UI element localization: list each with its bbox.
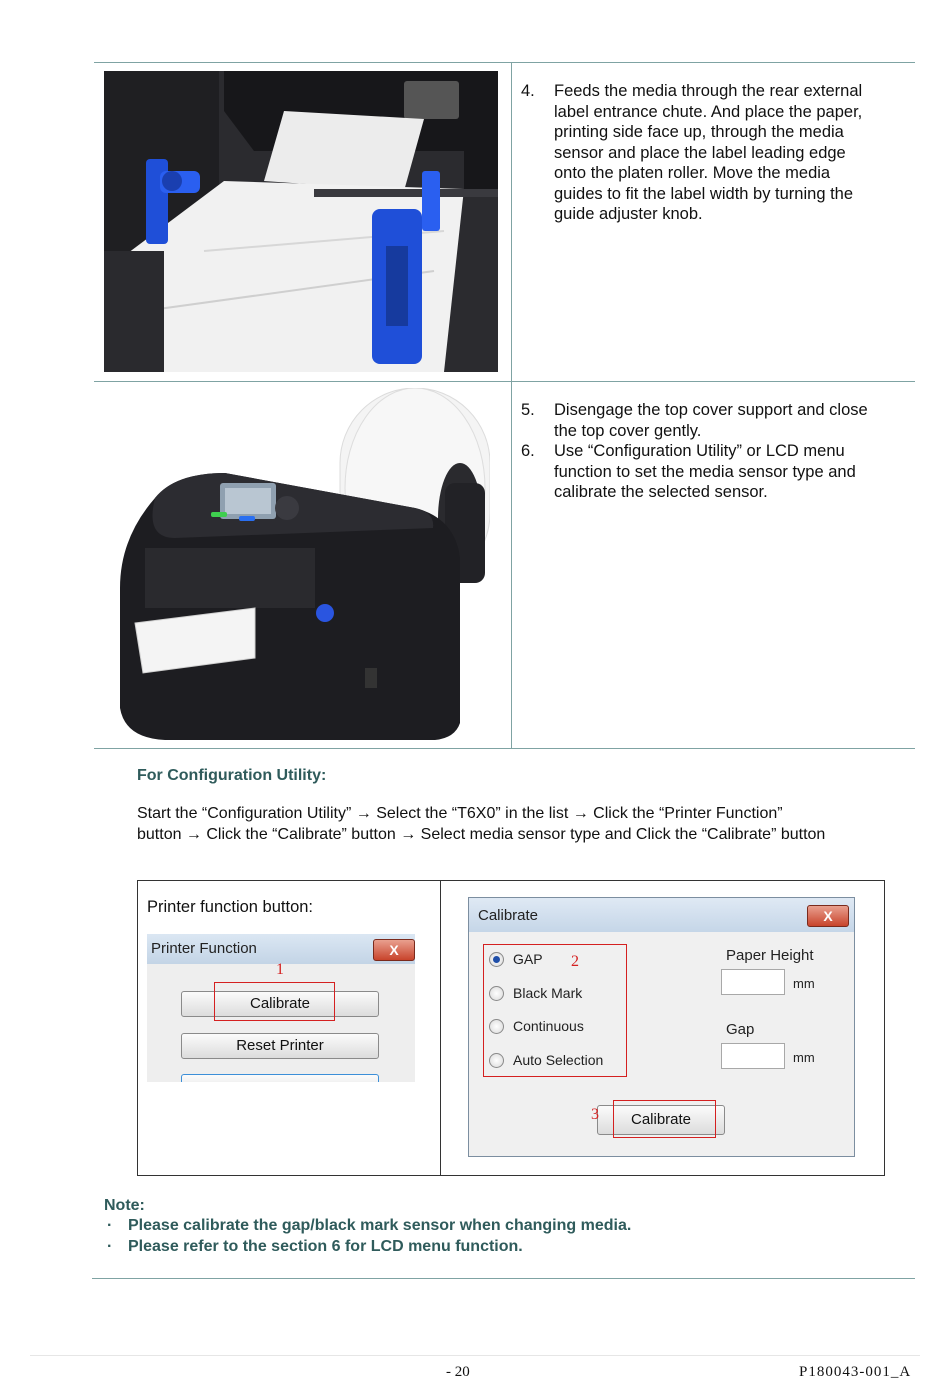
paper-height-label: Paper Height [726,947,814,964]
note-text: Please refer to the section 6 for LCD menu function. [128,1238,523,1255]
marker-2: 2 [571,953,579,970]
closed-printer-illustration [115,388,490,743]
black-mark-label: Black Mark [513,985,583,1001]
note-item [107,1217,632,1235]
step-line: sensor and place the label leading edge [554,143,846,162]
closed-printer-photo [115,388,490,743]
step-line: label entrance chute. And place the paper, [554,102,863,121]
reset-printer-button[interactable]: Reset Printer [181,1033,379,1059]
step-line: onto the platen roller. Move the media [554,164,831,182]
gap-size-label: Gap [726,1021,755,1038]
calibrate-title: Calibrate [478,907,539,924]
marker-3: 3 [591,1106,599,1123]
screenshot-box-divider [440,880,441,1175]
step-number: 5. [521,401,535,419]
step-5 [521,400,906,442]
highlight-sensor-options [483,944,627,1077]
marker-1: 1 [276,961,284,978]
gap-size-input[interactable] [721,1043,785,1069]
gap-size-unit: mm [793,1050,815,1065]
media-loading-photo [104,71,498,372]
gap-label: GAP [513,951,543,967]
step-line: function to set the media sensor type and [554,462,856,481]
step-line: Disengage the top cover support and close [554,401,868,419]
step-line: guides to fit the label width by turning the [554,184,854,203]
step-line: calibrate the selected sensor. [554,483,768,501]
step-text [554,81,862,225]
table-column-divider [511,62,512,749]
calibrate-button[interactable]: Calibrate [181,991,379,1017]
note-item [107,1238,523,1256]
step-text [554,441,856,503]
config-instructions [137,803,927,845]
step-line: Use “Configuration Utility” or LCD menu [554,442,845,460]
step-number: 6. [521,442,535,460]
note-title: Note: [104,1197,145,1214]
close-icon[interactable]: X [807,905,849,927]
bullet-icon: · [107,1238,113,1255]
step-line: printing side face up, through the media [554,123,844,141]
document-id: P180043-001_A [799,1364,912,1380]
highlight-calibrate [214,982,335,1021]
continuous-label: Continuous [513,1018,584,1034]
highlight-calibrate-confirm [613,1100,716,1138]
paper-height-unit: mm [793,976,815,991]
config-line: Start the “Configuration Utility” → Select the “T6X0” in the list → Click the “Printer Function” [137,805,783,822]
printer-function-title: Printer Function [151,940,257,957]
media-loading-illustration [104,71,498,372]
step-line: Feeds the media through the rear external [554,82,863,100]
footer-rule [30,1355,920,1356]
config-line: button → Click the “Calibrate” button → Select media sensor type and Click the “Calibrate” button [137,826,826,843]
table-mid-rule [94,381,915,382]
note-text: Please calibrate the gap/black mark sensor when changing media. [128,1217,632,1234]
step-line: the top cover gently. [554,421,702,440]
bullet-icon: · [107,1217,113,1234]
printer-function-caption: Printer function button: [147,898,314,916]
table-top-rule [94,62,915,63]
close-icon[interactable]: X [373,939,415,961]
auto-selection-label: Auto Selection [513,1052,604,1068]
note-bottom-rule [92,1278,915,1279]
calibrate-confirm-button[interactable]: Calibrate [597,1105,725,1135]
step-text [554,400,868,441]
step-number: 4. [521,82,535,100]
table-bottom-rule [94,748,915,749]
page-number: - 20 [446,1364,470,1380]
paper-height-input[interactable] [721,969,785,995]
step-4 [521,81,906,231]
config-heading: For Configuration Utility: [137,767,327,784]
next-function-button[interactable] [181,1074,379,1082]
step-6 [521,441,906,504]
step-line: guide adjuster knob. [554,205,703,223]
